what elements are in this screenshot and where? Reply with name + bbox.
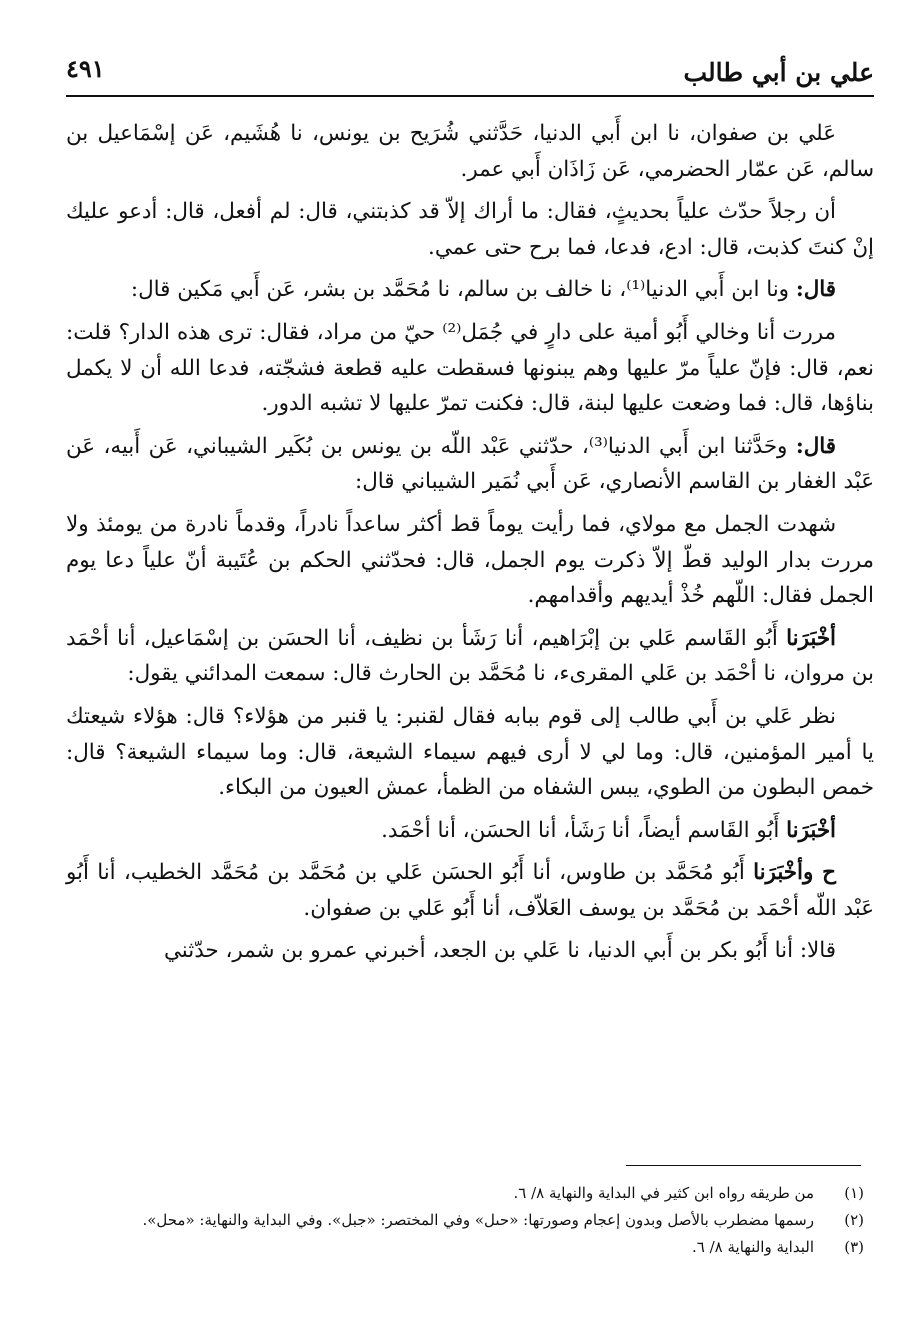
paragraph-text: عَلي بن صفوان، نا ابن أَبي الدنيا، حَدَّثني شُرَيح بن يونس، نا هُشَيم، عَن إسْمَاعيل بن سالم، عَن عمّار الحضرمي، عَن زَاذَان أَبي عمر. xyxy=(66,121,874,182)
running-title: علي بن أبي طالب xyxy=(683,58,874,87)
header-rule xyxy=(66,95,874,97)
body-text xyxy=(66,116,874,976)
paragraph-text: قالا: أنا أَبُو بكر بن أَبي الدنيا، نا عَلي بن الجعد، أخبرني عمرو بن شمر، حدّثني xyxy=(163,938,836,964)
paragraph xyxy=(66,429,874,500)
paragraph-text: أَبُو مُحَمَّد بن طاوس، أنا أَبُو الحسَن عَلي بن مُحَمَّد بن مُحَمَّد الخطيب، أنا أَبُو عَبْد اللّه أحْمَد بن مُحَمَّد بن يوسف العَلاّف، أنا أَبُو عَلي بن صفوان. xyxy=(66,860,874,921)
paragraph-lead: قال: xyxy=(795,277,836,303)
paragraph xyxy=(66,933,874,969)
footnote-number: (١) xyxy=(844,1184,864,1202)
paragraph-lead: قال: xyxy=(795,433,836,459)
footnote xyxy=(66,1234,864,1261)
paragraph xyxy=(66,315,874,422)
page-header xyxy=(66,52,874,96)
paragraph xyxy=(66,272,874,308)
paragraph xyxy=(66,621,874,692)
paragraph-lead: أخْبَرَنا xyxy=(786,625,836,651)
paragraph-lead: ح وأخْبَرَنا xyxy=(753,860,836,886)
footnote-number: (٣) xyxy=(844,1238,864,1256)
footnotes xyxy=(66,1180,864,1261)
paragraph-text: مررت أنا وخالي أَبُو أمية على دارٍ في جُمَل⁽²⁾ حيّ من مراد، فقال: ترى هذه الدار؟ قلت: نعم، قال: فإنّ علياً مرّ عليها وهم يبنونها فسقطت عليه قطعة فشجّته، فدعا الله أن لا يكمل بناؤها، قال: فما وضعت عليها لبنة، قال: فكنت تمرّ عليها لا تشبه الدور. xyxy=(66,319,874,417)
footnote-number: (٢) xyxy=(844,1211,864,1229)
footnote xyxy=(66,1207,864,1234)
footnote-text: البداية والنهاية ٨/ ٦. xyxy=(691,1238,814,1256)
paragraph xyxy=(66,699,874,806)
footnote-rule xyxy=(626,1165,861,1166)
paragraph-lead: أخْبَرَنا xyxy=(786,817,836,843)
paragraph-text: نظر عَلي بن أَبي طالب إلى قوم ببابه فقال لقنبر: يا قنبر من هؤلاء؟ قال: هؤلاء شيعتك يا أمير المؤمنين، قال: وما لي لا أرى فيهم سيماء الشيعة، قال: وما سيماء الشيعة؟ قال: خمص البطون من الطوي، يبس الشفاه من الظمأ، عمش العيون من البكاء. xyxy=(66,703,874,801)
paragraph xyxy=(66,116,874,187)
paragraph-text: وحَدَّثنا ابن أَبي الدنيا⁽³⁾، حدّثني عَبْد اللّه بن يونس بن بُكَير الشيباني، عَن أَبيه، عَن عَبْد الغفار بن القاسم الأنصاري، عَن أَبي نُمَير الشيباني قال: xyxy=(66,433,874,495)
page-number: ٤٩١ xyxy=(66,54,105,83)
paragraph-text: شهدت الجمل مع مولاي، فما رأيت يوماً قط أكثر ساعداً نادراً، وقدماً نادرة من يومئذ ولا مررت بدار الوليد قطّ إلاّ ذكرت يوم الجمل، قال: فحدّثني الحكم بن عُتَيبة أنّ علياً دعا يوم الجمل فقال: اللّهم خُذْ أيديهم وأقدامهم. xyxy=(66,511,874,609)
paragraph xyxy=(66,855,874,926)
paragraph xyxy=(66,507,874,614)
paragraph-text: ونا ابن أَبي الدنيا⁽¹⁾، نا خالف بن سالم، نا مُحَمَّد بن بشر، عَن أَبي مَكين قال: xyxy=(130,277,796,303)
paragraph xyxy=(66,194,874,265)
paragraph xyxy=(66,813,874,849)
footnote xyxy=(66,1180,864,1207)
footnote-text: من طريقه رواه ابن كثير في البداية والنهاية ٨/ ٦. xyxy=(513,1184,814,1202)
paragraph-text: أَبُو القَاسم عَلي بن إبْرَاهيم، أنا رَشَأ بن نظيف، أنا الحسَن بن إسْمَاعيل، أنا أحْمَد بن مروان، نا أحْمَد بن عَلي المقرىء، نا مُحَمَّد بن الحارث قال: سمعت المدائني يقول: xyxy=(66,625,874,687)
paragraph-text: أَبُو القَاسم أيضاً، أنا رَشَأ، أنا الحسَن، أنا أحْمَد. xyxy=(381,817,787,843)
footnote-text: رسمها مضطرب بالأصل وبدون إعجام وصورتها: «حىل» وفي المختصر: «جبل». وفي البداية والنهاية: «محل». xyxy=(142,1211,814,1229)
paragraph-text: أن رجلاً حدّث علياً بحديثٍ، فقال: ما أراك إلاّ قد كذبتني، قال: لم أفعل، قال: أدعو عليك إنْ كنتَ كذبت، قال: ادع، فدعا، فما برح حتى عمي. xyxy=(66,199,874,260)
